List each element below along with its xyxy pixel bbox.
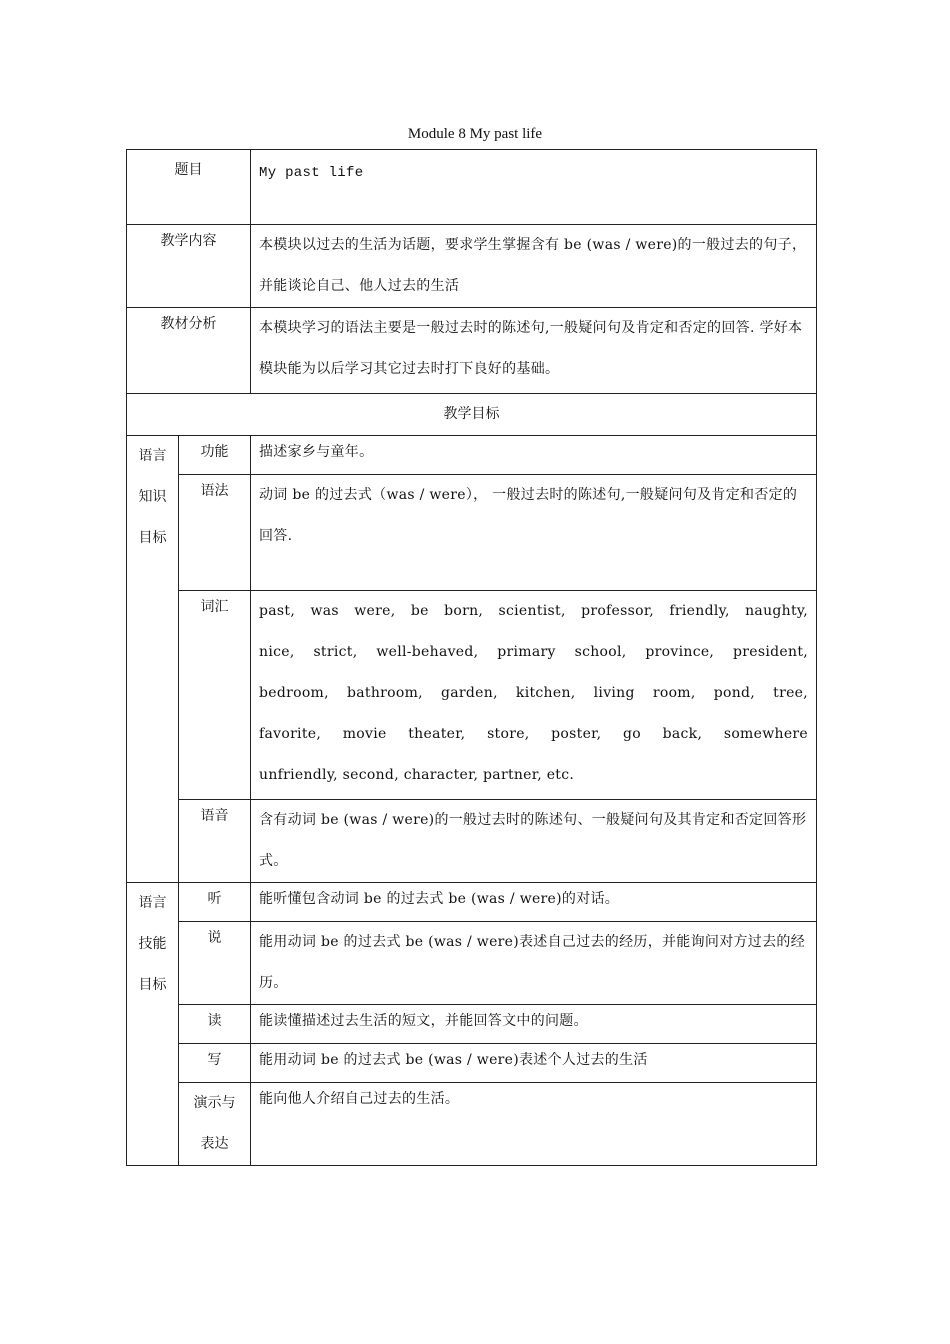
analysis-value: 本模块学习的语法主要是一般过去时的陈述句,一般疑问句及肯定和否定的回答. 学好本模块能为以后学习其它过去时打下良好的基础。 (251, 308, 817, 394)
vocab-label: 词汇 (179, 591, 251, 800)
grammar-row (127, 475, 817, 591)
vocab-line: nice, strict, well-behaved, primary school, province, president, (259, 644, 808, 660)
objectives-header: 教学目标 (127, 394, 817, 436)
speaking-label: 说 (179, 922, 251, 1005)
lesson-plan-table (126, 149, 817, 1166)
speaking-value: 能用动词 be 的过去式 be (was / were)表述自己过去的经历，并能询问对方过去的经历。 (251, 922, 817, 1005)
vocab-value (251, 591, 817, 800)
reading-label: 读 (179, 1005, 251, 1044)
vocab-row (127, 591, 817, 800)
vocab-line: favorite, movie theater, store, poster, go back, somewhere (259, 726, 808, 742)
phonetics-row (127, 800, 817, 883)
content-label: 教学内容 (127, 225, 251, 308)
grammar-label: 语法 (179, 475, 251, 591)
listening-label: 听 (179, 883, 251, 922)
function-value: 描述家乡与童年。 (251, 436, 817, 475)
writing-row (127, 1044, 817, 1083)
reading-row (127, 1005, 817, 1044)
content-row (127, 225, 817, 308)
presentation-label: 演示与 表达 (179, 1083, 251, 1166)
function-label: 功能 (179, 436, 251, 475)
analysis-label: 教材分析 (127, 308, 251, 394)
objectives-header-row (127, 394, 817, 436)
listening-row (127, 883, 817, 922)
writing-value: 能用动词 be 的过去式 be (was / were)表述个人过去的生活 (251, 1044, 817, 1083)
phonetics-label: 语音 (179, 800, 251, 883)
vocab-line: bedroom, bathroom, garden, kitchen, living room, pond, tree, (259, 685, 808, 701)
topic-value: My past life (259, 165, 364, 181)
content-value: 本模块以过去的生活为话题，要求学生掌握含有 be (was / were)的一般过去的句子， 并能谈论自己、他人过去的生活 (251, 225, 817, 308)
listening-value: 能听懂包含动词 be 的过去式 be (was / were)的对话。 (251, 883, 817, 922)
topic-label: 题目 (127, 150, 251, 225)
function-row (127, 436, 817, 475)
reading-value: 能读懂描述过去生活的短文，并能回答文中的问题。 (251, 1005, 817, 1044)
vocab-line: past, was were, be born, scientist, professor, friendly, naughty, (259, 603, 808, 619)
presentation-row (127, 1083, 817, 1166)
analysis-row (127, 308, 817, 394)
topic-row (127, 150, 817, 225)
grammar-value: 动词 be 的过去式（was / were）， 一般过去时的陈述句,一般疑问句及肯定和否定的回答. (251, 475, 817, 591)
writing-label: 写 (179, 1044, 251, 1083)
knowledge-group-label: 语言 知识 目标 (127, 436, 179, 883)
phonetics-value: 含有动词 be (was / were)的一般过去时的陈述句、一般疑问句及其肯定和否定回答形式。 (251, 800, 817, 883)
skills-group-label: 语言 技能 目标 (127, 883, 179, 1166)
vocab-line: unfriendly, second, character, partner, etc. (259, 767, 575, 783)
page-title: Module 8 My past life (407, 126, 543, 142)
presentation-value: 能向他人介绍自己过去的生活。 (251, 1083, 817, 1166)
speaking-row (127, 922, 817, 1005)
